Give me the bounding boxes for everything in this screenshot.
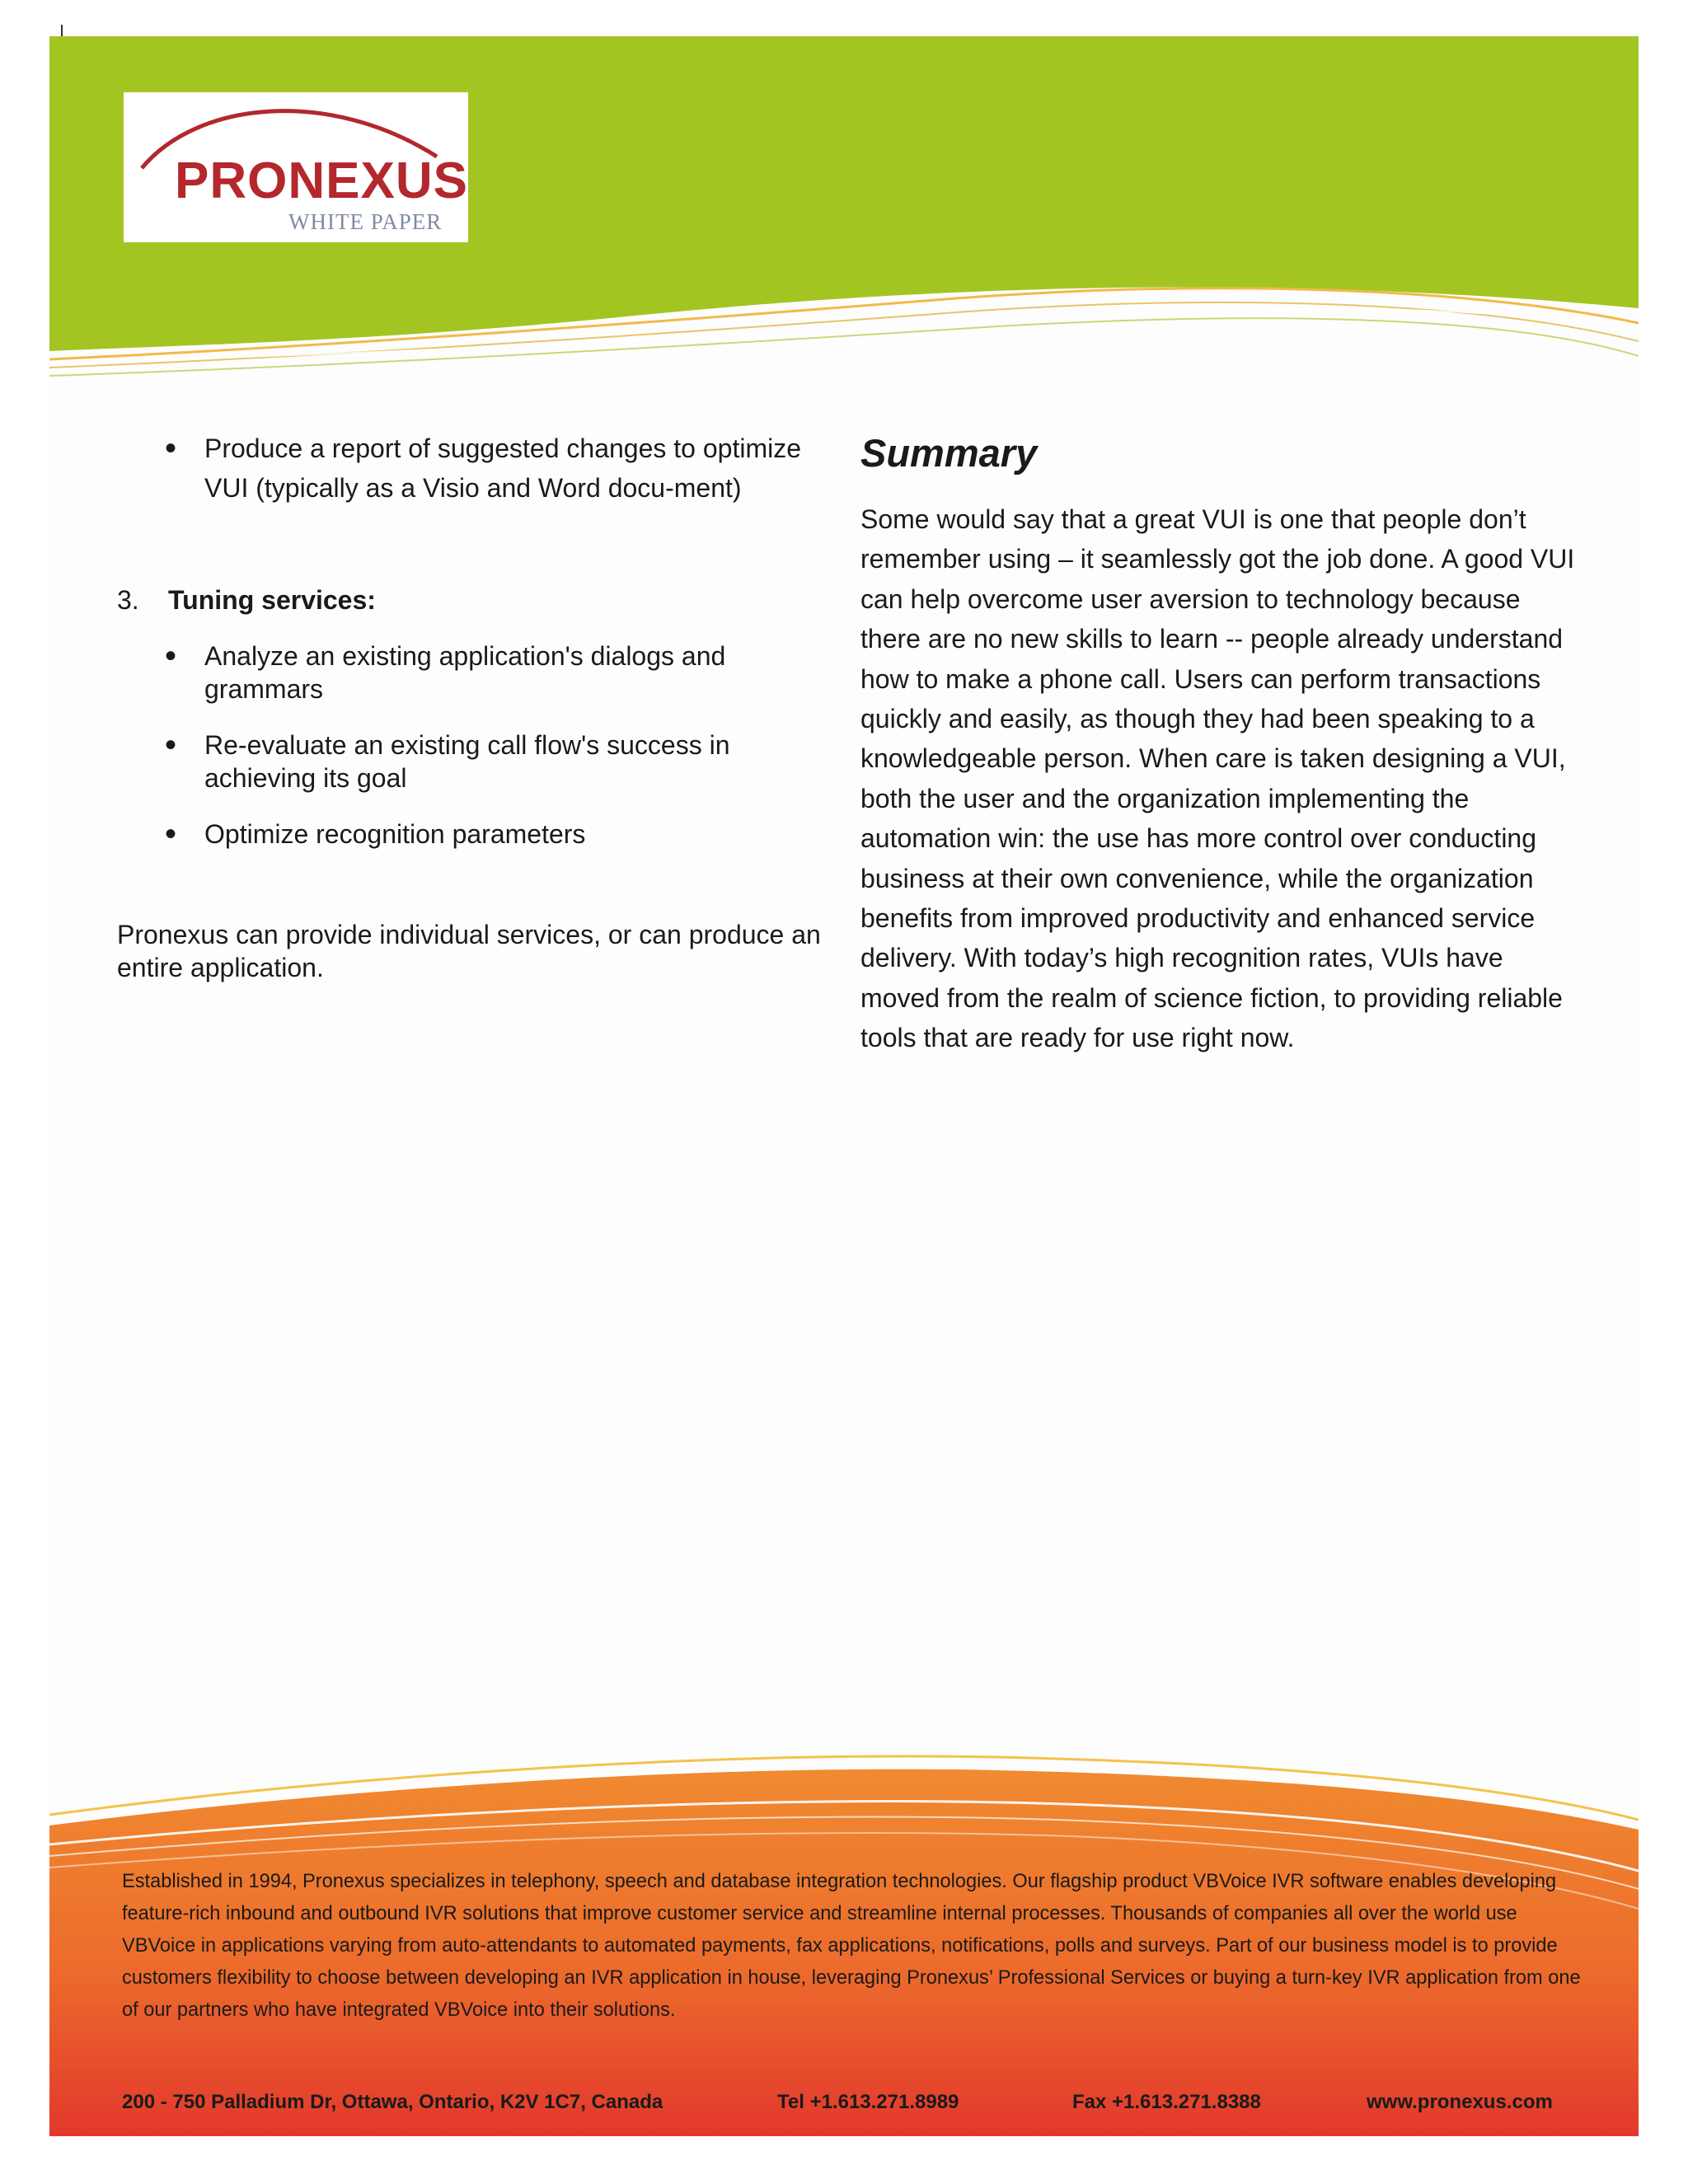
- summary-heading: Summary: [860, 431, 1038, 475]
- summary-paragraph: Some would say that a great VUI is one that people don’t remember using – it seamlessly got the job done. A good VUI can help overcome user aversion to technology because there are no new skills to learn -- people already understand how to make a phone call. Users can perform transactions quickly and easily, as though they had been speaking to a knowledgeable person. When care is taken designing a VUI, both the user and the organization implementing the automation win: the use has more control over conducting business at their own convenience, while the organization benefits from improved productivity and enhanced service delivery. With today’s high recognition rates, VUIs have moved from the realm of science fiction, to providing reliable tools that are ready for use right now.: [860, 504, 1575, 1053]
- website-link[interactable]: www.pronexus.com: [1367, 2091, 1553, 2113]
- section-number: 3.: [117, 585, 139, 615]
- list-item: • Produce a report of suggested changes to optimize VUI (typically as a Visio and Word docu-ment): [117, 429, 826, 508]
- closing-paragraph: Pronexus can provide individual services, or can produce an entire application.: [117, 920, 821, 982]
- list-item: • Analyze an existing application's dialogs and grammars: [117, 640, 826, 705]
- section-heading-tuning: [117, 580, 826, 620]
- list-item: • Re-evaluate an existing call flow's success in achieving its goal: [117, 729, 826, 794]
- phone-number: Tel +1.613.271.8989: [777, 2091, 959, 2113]
- address-text: 200 - 750 Palladium Dr, Ottawa, Ontario, K2V 1C7, Canada: [122, 2091, 663, 2113]
- logo-subtitle: WHITE PAPER: [288, 209, 443, 234]
- left-column: [117, 429, 826, 984]
- fax-number: Fax +1.613.271.8388: [1072, 2091, 1261, 2113]
- company-logo: [124, 92, 468, 242]
- list-item: • Optimize recognition parameters: [117, 818, 826, 851]
- section-title: Tuning services:: [168, 585, 376, 615]
- right-column: [860, 427, 1586, 1058]
- company-description: Established in 1994, Pronexus specializes in telephony, speech and database integration technologies. Our flagship product VBVoice IVR software enables developing feature-rich inbound and outbound IVR solutions that improve customer service and streamline internal processes. Thousands of companies all over the world use VBVoice in applications varying from auto-attendants to automated payments, fax applications, notifications, polls and surveys. Part of our business model is to provide customers flexibility to choose between developing an IVR application in house, leveraging Pronexus’ Professional Services or buying a turn-key IVR application from one of our partners who have integrated VBVoice into their solutions.: [122, 1871, 1581, 2021]
- logo-wordmark: PRONEXUS: [175, 152, 468, 209]
